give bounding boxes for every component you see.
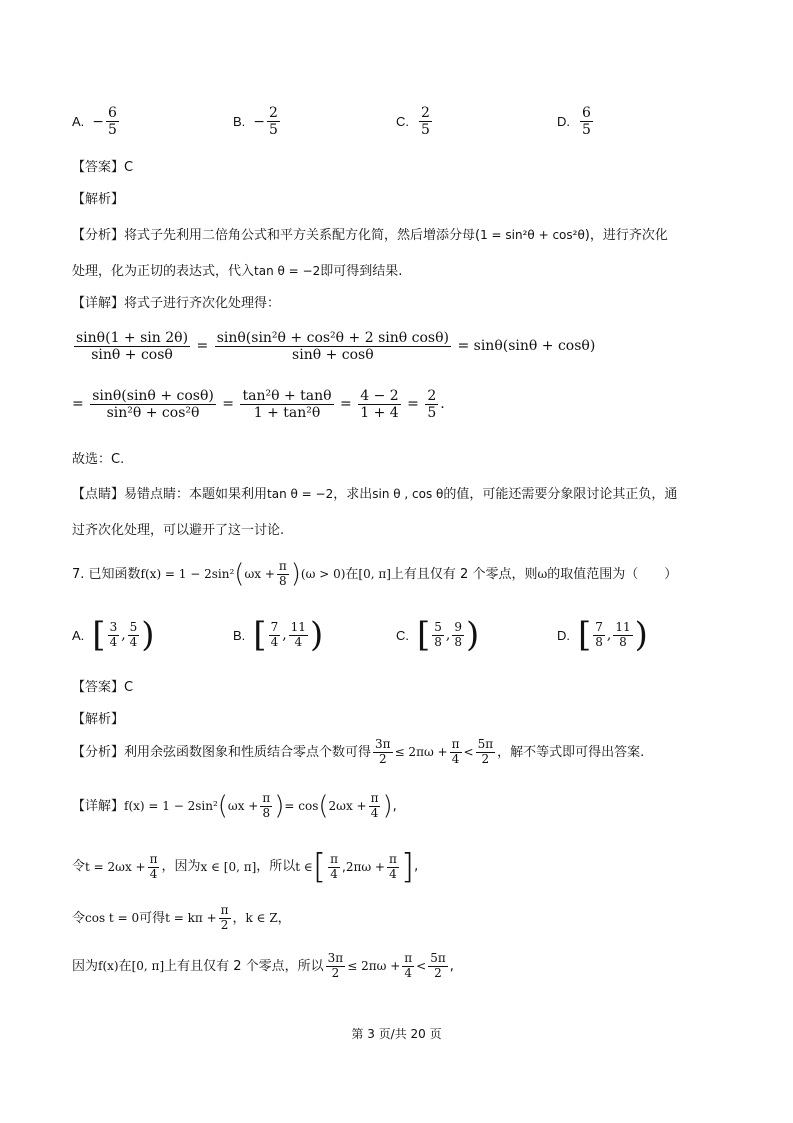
denominator: 4 xyxy=(109,634,118,649)
option-label: D. xyxy=(557,114,570,130)
option-label: D. xyxy=(557,627,570,643)
q6-fenxi-line-1 xyxy=(72,228,733,244)
paren-open: ( xyxy=(217,791,228,822)
bracket-open: [ xyxy=(92,615,106,655)
q7-final-line: 因为 f(x) 在 [0, π] 上有且仅有 2 个零点，所以 $\frac{3\pi}{2}$ ≤ 2πω + $\frac{\pi}{4}$ < $\frac{5\pi}{2}$ , xyxy=(72,951,454,980)
analysis-tag: 【解析】 xyxy=(72,712,125,727)
answer-tag: 【答案】 xyxy=(72,680,125,695)
denominator: 4 xyxy=(404,965,413,980)
numerator: π xyxy=(262,791,271,805)
final-text: 在 xyxy=(118,958,132,974)
numerator: sinθ(1 + sin 2θ) xyxy=(76,330,189,346)
q6-dianjing-line-2 xyxy=(72,523,733,539)
q6-answer-line xyxy=(72,160,733,176)
q7-stem xyxy=(72,560,733,589)
dianjing-tag: 【点睛】 xyxy=(72,487,125,502)
option-label: A. xyxy=(72,627,85,643)
option-fraction xyxy=(419,105,432,138)
denominator: 2 xyxy=(434,965,442,980)
option-sign: − xyxy=(253,113,266,130)
ling-text: 令 xyxy=(72,859,86,875)
denominator: sinθ + cosθ xyxy=(292,347,374,364)
dianjing-text: 易错点睛：本题如果利用 xyxy=(124,487,268,502)
dianjing-sincos: sin θ , cos θ xyxy=(372,487,444,501)
paren-open: ( xyxy=(234,559,245,590)
xj-eq: = cos xyxy=(284,799,319,814)
bracket-close: ) xyxy=(466,615,480,655)
dianjing-tan: tan θ = −2 xyxy=(267,487,334,501)
dianjing-text: 过齐次化处理，可以避开了这一讨论. xyxy=(72,523,285,538)
answer-value: C xyxy=(124,680,134,695)
ling-text: ，因为 xyxy=(161,859,201,875)
option-label: C. xyxy=(396,114,409,130)
denominator: 5 xyxy=(427,405,437,422)
numerator: 3π xyxy=(327,951,344,965)
option-label: B. xyxy=(233,627,246,643)
paren-open: ( xyxy=(318,791,329,822)
option-fraction xyxy=(128,621,140,650)
fenxi-formula: 1 = sin²θ + cos²θ xyxy=(480,228,585,242)
q7-cos-line: 令 cos t = 0 可得 t = kπ + $\frac{\pi}{2}$ ， k ∈ Z ， xyxy=(72,903,291,932)
denominator: 8 xyxy=(279,573,287,588)
stem-fraction xyxy=(277,560,289,589)
q6-option-c xyxy=(396,105,434,138)
stem-text: 7. 已知函数 xyxy=(72,566,141,582)
ling-t-in: t ∈ xyxy=(295,859,313,874)
cos-k: k ∈ Z xyxy=(245,911,278,926)
stem-w: ω xyxy=(537,567,548,582)
paren-close: ) xyxy=(290,559,301,590)
denominator: 2 xyxy=(331,965,340,980)
option-fraction xyxy=(432,621,444,650)
option-label: B. xyxy=(233,114,246,130)
bracket-open: [ xyxy=(417,615,431,655)
q7-ling-t-line: 令 t = 2ωx + $\frac{\pi}{4}$ ，因为 x ∈ [0, π] ，所以 t ∈ [ $\frac{\pi}{4}$ , 2πω + $\frac{\pi}{4}$ ] , xyxy=(72,847,419,887)
denominator: 4 xyxy=(451,751,460,766)
cos-eq: cos t = 0 xyxy=(85,911,140,926)
numerator: 3π xyxy=(375,737,391,751)
eq-fraction xyxy=(240,388,333,421)
q7-option-c: C. [ $\frac{5}{8}$ , $\frac{9}{8}$ ) xyxy=(396,615,480,655)
analysis-tag: 【解析】 xyxy=(72,192,125,207)
q6-fenxi-line-2 xyxy=(72,264,733,280)
q7-answer-line xyxy=(72,680,733,696)
eq-fraction xyxy=(358,388,400,421)
option-fraction xyxy=(593,621,605,650)
option-fraction xyxy=(580,105,593,138)
option-fraction xyxy=(613,621,632,650)
ling-fraction xyxy=(387,853,399,882)
denominator: 5 xyxy=(582,122,591,139)
q7-option-d: D. [ $\frac{7}{8}$ , $\frac{11}{8}$ ) xyxy=(557,615,648,655)
option-fraction xyxy=(269,621,281,650)
numerator: π xyxy=(220,903,229,917)
bracket-close: ) xyxy=(141,615,155,655)
option-fraction xyxy=(289,621,308,650)
numerator: π xyxy=(389,851,397,866)
numerator: π xyxy=(404,951,413,965)
eq-fraction xyxy=(425,388,438,421)
numerator: sinθ(sin²θ + cos²θ + 2 sinθ cosθ) xyxy=(216,330,449,346)
eq-fraction xyxy=(90,388,216,421)
q6-option-a xyxy=(72,105,121,138)
cos-text: 令 xyxy=(72,910,86,926)
answer-tag: 【答案】 xyxy=(72,160,125,175)
stem-arg: ωx + xyxy=(244,567,275,582)
final-fraction xyxy=(326,952,346,981)
xj-arg2: 2ωx + xyxy=(328,799,367,814)
paren-close: ) xyxy=(274,791,285,822)
numerator: sinθ(sinθ + cosθ) xyxy=(92,388,214,404)
numerator: π xyxy=(149,851,158,866)
q7-xiangjie-line: 【详解】 f(x) = 1 − 2sin² ( ωx + $\frac{\pi}{8}$ ) = cos ( 2ωx + $\frac{\pi}{4}$ ) , xyxy=(72,791,397,822)
final-mid: ≤ 2πω + xyxy=(347,959,401,974)
stem-text: 在 xyxy=(345,566,359,582)
numerator: π xyxy=(330,851,338,866)
denominator: 8 xyxy=(262,805,271,820)
ineq-mid: ≤ 2πω + xyxy=(394,745,448,760)
q6-choose xyxy=(72,452,733,468)
cos-fraction xyxy=(219,904,231,933)
denominator: 4 xyxy=(330,866,338,881)
numerator: 6 xyxy=(108,105,117,121)
denominator: 5 xyxy=(108,122,117,139)
q7-option-a: A. [ $\frac{3}{4}$ , $\frac{5}{4}$ ) xyxy=(72,615,155,655)
numerator: tan²θ + tanθ xyxy=(242,388,332,404)
xj-fraction xyxy=(260,792,272,821)
numerator: 7 xyxy=(270,619,279,634)
option-fraction xyxy=(267,105,280,138)
fenxi-text: )，进行齐次化 xyxy=(584,228,668,243)
bracket-close: ) xyxy=(309,615,324,655)
final-fx: f(x) xyxy=(98,959,119,974)
numerator: π xyxy=(451,737,460,751)
q6-equation-2: = $\frac{\sin\theta(\sin\theta + \cos\theta)}{\text{sin²θ + cos²θ}}$ = $\frac{\text{tan²θ + tanθ}}{\text{1 + tan²θ}}$ = $\frac{4 - 2}{1 + 4}$ = $\frac{2}{5}$ . xyxy=(72,388,445,422)
stem-text: 上有且仅有 2 个零点，则 xyxy=(390,566,538,582)
option-fraction xyxy=(452,621,464,650)
fenxi-tan: tan θ = −2 xyxy=(254,264,321,278)
bracket-close: ) xyxy=(634,615,648,655)
choose-text: 故选：C. xyxy=(72,452,125,467)
eq-fraction xyxy=(215,330,451,363)
xiangjie-tag: 【详解】 xyxy=(72,296,125,311)
denominator: 4 xyxy=(389,866,397,881)
xiangjie-text: 将式子进行齐次化处理得： xyxy=(124,296,281,311)
ling-fraction xyxy=(328,853,340,882)
numerator: 11 xyxy=(290,619,306,634)
dianjing-text: 的值，可能还需要分象限讨论其正负，通 xyxy=(443,487,678,502)
numerator: 5 xyxy=(129,619,138,634)
ling-t: t = 2ωx + xyxy=(85,859,146,874)
numerator: 9 xyxy=(454,619,462,634)
q6-option-b xyxy=(233,105,282,138)
ling-fraction xyxy=(148,853,160,882)
denominator: 4 xyxy=(149,866,158,881)
numerator: 5π xyxy=(430,951,446,965)
denominator: 1 + tan²θ xyxy=(253,405,321,422)
denominator: 8 xyxy=(434,634,442,649)
fenxi-tag: 【分析】 xyxy=(72,744,125,760)
q6-equation-1: $\frac{\sin\theta(1 + \sin 2\theta)}{\sin\theta + \cos\theta}$ = $\frac{\text{sinθ(sin²θ + cos²θ + 2 sinθ cosθ)}}{\sin\theta + \cos\theta}$ = sinθ(sinθ + cosθ) xyxy=(76,330,596,364)
xj-fx: f(x) = 1 − 2sin² xyxy=(124,799,218,814)
numerator: 5 xyxy=(434,619,442,634)
ineq-fraction xyxy=(450,738,462,767)
denominator: 4 xyxy=(294,634,303,649)
fenxi-text: 将式子先利用二倍角公式和平方关系配方化简，然后增添分母( xyxy=(124,228,481,243)
q7-option-b: B. [ $\frac{7}{4}$ , $\frac{11}{4}$ ) xyxy=(233,615,324,655)
cos-t: t = kπ + xyxy=(165,911,217,926)
page-footer: 第 3 页/共 20 页 xyxy=(351,1027,442,1041)
denominator: 2 xyxy=(481,751,490,766)
option-label: A. xyxy=(72,114,85,130)
denominator: 4 xyxy=(129,634,138,649)
xiangjie-tag: 【详解】 xyxy=(72,798,125,814)
numerator: 2 xyxy=(421,105,430,121)
option-sign: − xyxy=(92,113,105,130)
denominator: 1 + 4 xyxy=(360,405,399,422)
numerator: 4 − 2 xyxy=(360,388,399,404)
bracket-open: [ xyxy=(578,615,592,655)
numerator: π xyxy=(278,559,287,573)
final-fraction xyxy=(428,952,448,981)
numerator: 2 xyxy=(269,105,278,121)
xj-arg: ωx + xyxy=(227,799,259,814)
answer-value: C xyxy=(124,160,134,175)
final-fraction xyxy=(402,952,414,981)
stem-omega: (ω > 0) xyxy=(300,567,346,582)
q7-fenxi-line: 【分析】 利用余弦函数图象和性质结合零点个数可得 $\frac{3\pi}{2}$ ≤ 2πω + $\frac{\pi}{4}$ < $\frac{5\pi}{2}$ ，解不等式即可得出答案. xyxy=(72,737,645,766)
q6-analysis-tag xyxy=(72,192,733,208)
numerator: 2 xyxy=(427,388,437,404)
q6-xiangjie-line xyxy=(72,296,733,312)
eq-right: = sinθ(sinθ + cosθ) xyxy=(457,338,596,355)
denominator: 4 xyxy=(370,805,379,820)
ineq-fraction xyxy=(476,738,496,767)
bracket-open: [ xyxy=(253,615,267,655)
option-fraction xyxy=(106,105,119,138)
q6-option-d xyxy=(557,105,595,138)
fenxi-text: 利用余弦函数图象和性质结合零点个数可得 xyxy=(124,744,372,760)
xj-fraction xyxy=(369,792,381,821)
cos-text: 可得 xyxy=(139,910,166,926)
ling-text: ，所以 xyxy=(256,859,296,875)
bracket-open: [ xyxy=(312,847,327,887)
bracket-close: ] xyxy=(400,847,415,887)
denominator: 8 xyxy=(595,634,603,649)
numerator: 5π xyxy=(477,737,494,751)
fenxi-text: ，解不等式即可得出答案. xyxy=(497,744,645,760)
stem-text: 的取值范围为（ ） xyxy=(547,566,678,582)
denominator: sin²θ + cos²θ xyxy=(106,405,200,422)
q7-analysis-tag xyxy=(72,712,733,728)
ling-x: x ∈ [0, π] xyxy=(200,859,257,874)
numerator: 3 xyxy=(109,619,118,634)
q6-dianjing-line-1 xyxy=(72,487,733,503)
numerator: 11 xyxy=(615,619,631,634)
final-interval: [0, π] xyxy=(131,959,165,974)
denominator: 8 xyxy=(619,634,627,649)
denominator: sinθ + cosθ xyxy=(91,347,173,364)
eq-fraction xyxy=(74,330,190,363)
denominator: 2 xyxy=(378,751,387,766)
fenxi-text: 即可得到结果. xyxy=(320,264,403,279)
option-fraction xyxy=(108,621,120,650)
stem-fx: f(x) = 1 − 2sin² xyxy=(140,567,235,582)
numerator: 7 xyxy=(595,619,603,634)
denominator: 5 xyxy=(269,122,278,139)
final-text: 上有且仅有 2 个零点，所以 xyxy=(164,958,324,974)
option-label: C. xyxy=(396,627,409,643)
denominator: 4 xyxy=(270,634,279,649)
denominator: 8 xyxy=(454,634,462,649)
ineq-fraction xyxy=(373,738,393,767)
ling-2piw: 2πω + xyxy=(345,859,385,874)
final-text: 因为 xyxy=(72,958,99,974)
stem-interval: [0, π] xyxy=(358,567,391,582)
paren-close: ) xyxy=(382,791,393,822)
dianjing-text: ，求出 xyxy=(333,487,373,502)
fenxi-tag: 【分析】 xyxy=(72,228,125,243)
denominator: 2 xyxy=(220,917,229,932)
fenxi-text: 处理，化为正切的表达式，代入 xyxy=(72,264,255,279)
numerator: π xyxy=(370,791,379,805)
denominator: 5 xyxy=(421,122,430,139)
numerator: 6 xyxy=(582,105,591,121)
